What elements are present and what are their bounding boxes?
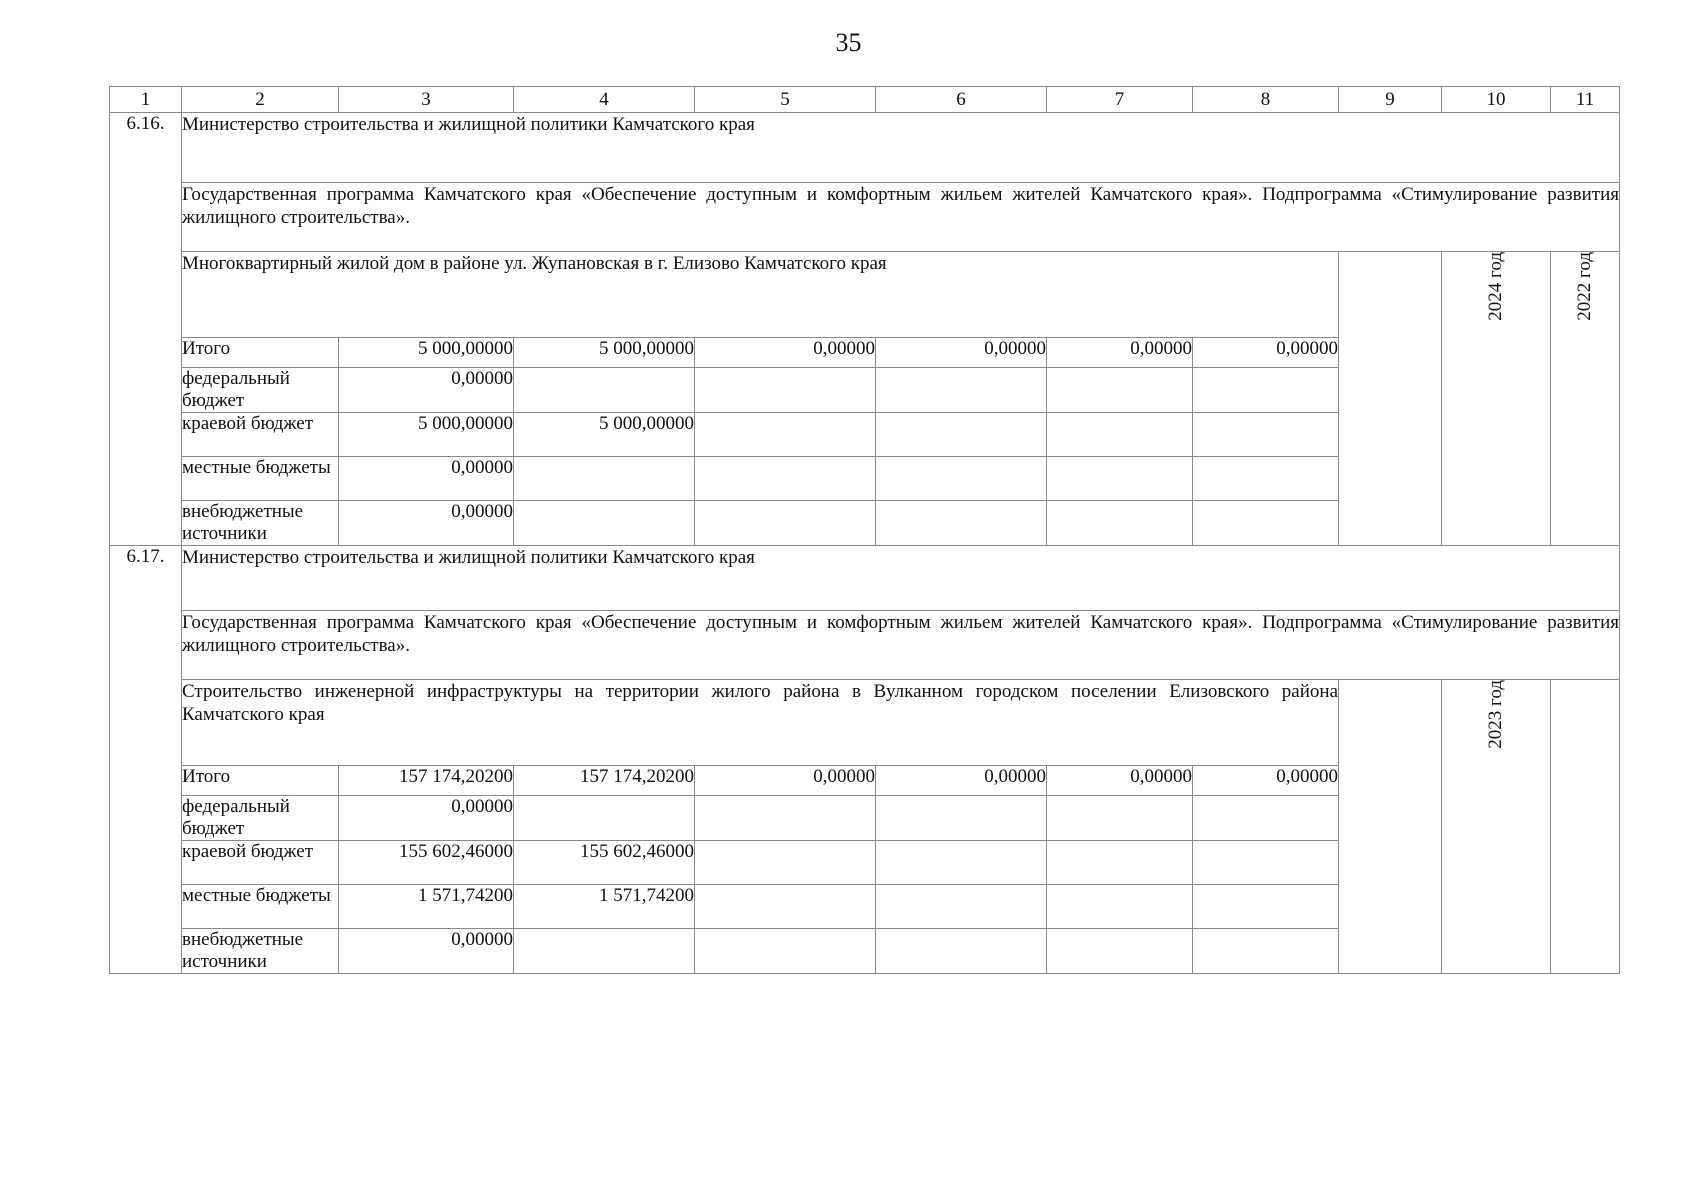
column-number: 3 bbox=[339, 87, 514, 113]
funding-value: 0,00000 bbox=[339, 796, 514, 841]
funding-value: 1 571,74200 bbox=[514, 885, 695, 929]
funding-value bbox=[695, 885, 876, 929]
ministry-row bbox=[110, 113, 1620, 183]
funding-value bbox=[1193, 885, 1339, 929]
funding-value bbox=[514, 929, 695, 974]
funding-source-label: федеральный бюджет bbox=[182, 796, 339, 841]
funding-value bbox=[514, 457, 695, 501]
funding-value bbox=[1047, 929, 1193, 974]
funding-value bbox=[1193, 457, 1339, 501]
funding-value: 155 602,46000 bbox=[514, 841, 695, 885]
funding-value bbox=[695, 929, 876, 974]
funding-value bbox=[876, 796, 1047, 841]
funding-source-label: Итого bbox=[182, 766, 339, 796]
funding-value bbox=[1047, 796, 1193, 841]
funding-value: 0,00000 bbox=[339, 501, 514, 546]
budget-table bbox=[109, 86, 1620, 974]
funding-value: 155 602,46000 bbox=[339, 841, 514, 885]
funding-value: 157 174,20200 bbox=[514, 766, 695, 796]
column-number: 4 bbox=[514, 87, 695, 113]
funding-value: 0,00000 bbox=[1047, 338, 1193, 368]
object-name: Многоквартирный жилой дом в районе ул. Жупановская в г. Елизово Камчатского края bbox=[182, 252, 1339, 338]
column-number: 2 bbox=[182, 87, 339, 113]
column-number: 9 bbox=[1339, 87, 1442, 113]
funding-value: 0,00000 bbox=[339, 368, 514, 413]
funding-value: 0,00000 bbox=[339, 457, 514, 501]
funding-value bbox=[1193, 796, 1339, 841]
funding-value bbox=[1193, 841, 1339, 885]
funding-value bbox=[514, 368, 695, 413]
funding-value: 0,00000 bbox=[695, 766, 876, 796]
funding-value bbox=[695, 841, 876, 885]
col10-year: 2023 год bbox=[1485, 680, 1506, 749]
funding-source-label: местные бюджеты bbox=[182, 885, 339, 929]
ministry-name: Министерство строительства и жилищной политики Камчатского края bbox=[182, 546, 1620, 611]
col10-cell bbox=[1442, 252, 1551, 546]
col9-cell bbox=[1339, 680, 1442, 974]
object-row bbox=[110, 680, 1620, 766]
funding-value bbox=[1047, 413, 1193, 457]
object-row bbox=[110, 252, 1620, 338]
funding-value bbox=[695, 368, 876, 413]
funding-value bbox=[876, 841, 1047, 885]
program-row bbox=[110, 611, 1620, 680]
funding-value: 5 000,00000 bbox=[339, 338, 514, 368]
funding-value bbox=[695, 501, 876, 546]
column-number: 1 bbox=[110, 87, 182, 113]
funding-source-label: федеральный бюджет bbox=[182, 368, 339, 413]
column-number: 10 bbox=[1442, 87, 1551, 113]
funding-source-label: краевой бюджет bbox=[182, 413, 339, 457]
funding-value bbox=[876, 457, 1047, 501]
funding-value bbox=[1047, 885, 1193, 929]
funding-value: 0,00000 bbox=[876, 338, 1047, 368]
col11-year: 2022 год bbox=[1574, 252, 1595, 321]
funding-source-label: местные бюджеты bbox=[182, 457, 339, 501]
col9-cell bbox=[1339, 252, 1442, 546]
col11-cell bbox=[1551, 252, 1620, 546]
funding-value bbox=[1047, 457, 1193, 501]
funding-value bbox=[876, 929, 1047, 974]
funding-value: 0,00000 bbox=[1047, 766, 1193, 796]
entry-number: 6.16. bbox=[110, 113, 182, 546]
page-number: 35 bbox=[835, 28, 862, 57]
ministry-row bbox=[110, 546, 1620, 611]
object-name: Строительство инженерной инфраструктуры на территории жилого района в Вулканном городском поселении Елизовского района Камчатского края bbox=[182, 680, 1339, 766]
funding-value: 5 000,00000 bbox=[514, 413, 695, 457]
funding-value bbox=[1047, 841, 1193, 885]
funding-value: 0,00000 bbox=[1193, 766, 1339, 796]
funding-value: 1 571,74200 bbox=[339, 885, 514, 929]
funding-source-label: внебюджетные источники bbox=[182, 501, 339, 546]
column-number: 5 bbox=[695, 87, 876, 113]
program-name: Государственная программа Камчатского края «Обеспечение доступным и комфортным жильем жителей Камчатского края». Подпрограмма «Стимулирование развития жилищного строительства». bbox=[182, 183, 1620, 252]
funding-source-label: краевой бюджет bbox=[182, 841, 339, 885]
col10-year: 2024 год bbox=[1485, 252, 1506, 321]
funding-source-label: Итого bbox=[182, 338, 339, 368]
funding-value bbox=[1193, 929, 1339, 974]
funding-value bbox=[514, 501, 695, 546]
program-name: Государственная программа Камчатского края «Обеспечение доступным и комфортным жильем жителей Камчатского края». Подпрограмма «Стимулирование развития жилищного строительства». bbox=[182, 611, 1620, 680]
funding-value: 0,00000 bbox=[876, 766, 1047, 796]
funding-value bbox=[876, 885, 1047, 929]
entry-number: 6.17. bbox=[110, 546, 182, 974]
funding-value bbox=[1193, 501, 1339, 546]
column-number-row bbox=[110, 87, 1620, 113]
column-number: 8 bbox=[1193, 87, 1339, 113]
funding-value bbox=[876, 368, 1047, 413]
funding-value: 157 174,20200 bbox=[339, 766, 514, 796]
funding-value: 0,00000 bbox=[339, 929, 514, 974]
col10-cell bbox=[1442, 680, 1551, 974]
column-number: 7 bbox=[1047, 87, 1193, 113]
funding-value bbox=[514, 796, 695, 841]
funding-value: 0,00000 bbox=[695, 338, 876, 368]
program-row bbox=[110, 183, 1620, 252]
funding-value bbox=[876, 501, 1047, 546]
funding-value: 5 000,00000 bbox=[339, 413, 514, 457]
column-number: 6 bbox=[876, 87, 1047, 113]
funding-value: 0,00000 bbox=[1193, 338, 1339, 368]
col11-cell bbox=[1551, 680, 1620, 974]
column-number: 11 bbox=[1551, 87, 1620, 113]
funding-value bbox=[1047, 368, 1193, 413]
funding-value bbox=[695, 796, 876, 841]
ministry-name: Министерство строительства и жилищной политики Камчатского края bbox=[182, 113, 1620, 183]
funding-value bbox=[1193, 368, 1339, 413]
funding-value bbox=[876, 413, 1047, 457]
funding-value: 5 000,00000 bbox=[514, 338, 695, 368]
funding-value bbox=[695, 413, 876, 457]
funding-source-label: внебюджетные источники bbox=[182, 929, 339, 974]
funding-value bbox=[695, 457, 876, 501]
funding-value bbox=[1047, 501, 1193, 546]
funding-value bbox=[1193, 413, 1339, 457]
